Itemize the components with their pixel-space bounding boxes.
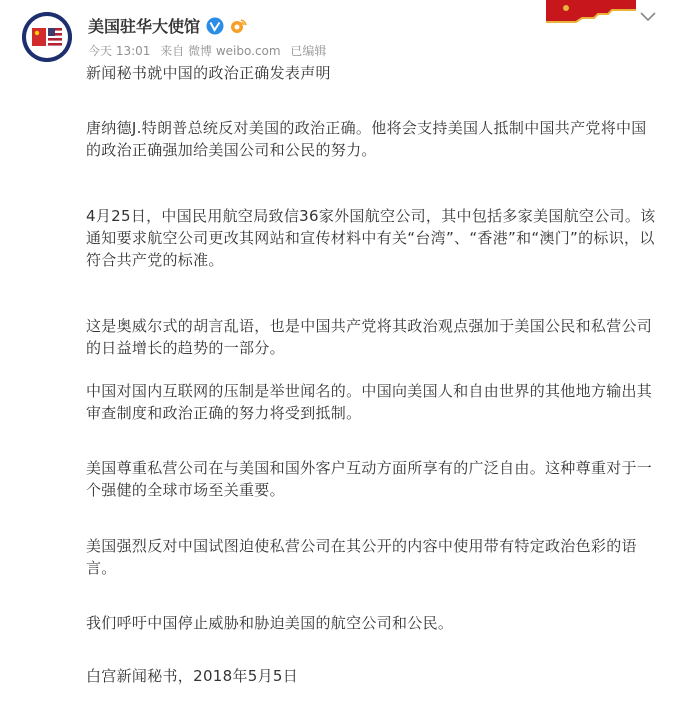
post-title: 新闻秘书就中国的政治正确发表声明 (86, 64, 331, 82)
weibo-level-badge[interactable] (228, 18, 248, 34)
post-paragraph: 这是奥威尔式的胡言乱语，也是中国共产党将其政治观点强加于美国公民和私营公司的日益增长的趋势的一部分。 (86, 317, 653, 357)
chevron-down-icon[interactable] (640, 12, 656, 22)
edited-label[interactable]: 已编辑 (290, 44, 327, 58)
post-paragraph: 我们呼吁中国停止威胁和胁迫美国的航空公司和公民。 (86, 614, 454, 632)
post-signature: 白宫新闻秘书，2018年5月5日 (86, 667, 299, 685)
post-paragraph: 美国尊重私营公司在与美国和国外客户互动方面所享有的广泛自由。这种尊重对于一个强健的全球市场至关重要。 (86, 459, 653, 499)
post-meta (88, 42, 332, 59)
account-name-row (88, 14, 248, 37)
avatar[interactable] (22, 12, 72, 62)
post-paragraph: 唐纳德J.特朗普总统反对美国的政治正确。他将会支持美国人抵制中国共产党将中国的政治正确强加给美国公司和公民的努力。 (86, 119, 647, 159)
verified-v-icon (206, 17, 224, 35)
festive-corner-decoration (546, 0, 636, 26)
post-paragraph: 美国强烈反对中国试图迫使私营公司在其公开的内容中使用带有特定政治色彩的语言。 (86, 537, 637, 577)
post-paragraph: 4月25日，中国民用航空局致信36家外国航空公司，其中包括多家美国航空公司。该通知要求航空公司更改其网站和宣传材料中有关“台湾”、“香港”和“澳门”的标识，以符合共产党的标准。 (86, 207, 656, 269)
post-source[interactable]: 来自 微博 weibo.com (160, 44, 281, 58)
account-name[interactable]: 美国驻华大使馆 (88, 17, 201, 36)
embassy-seal-icon (22, 12, 72, 62)
post-time: 今天 13:01 (88, 44, 151, 58)
post-paragraph: 中国对国内互联网的压制是举世闻名的。中国向美国人和自由世界的其他地方输出其审查制度和政治正确的努力将受到抵制。 (86, 382, 653, 422)
